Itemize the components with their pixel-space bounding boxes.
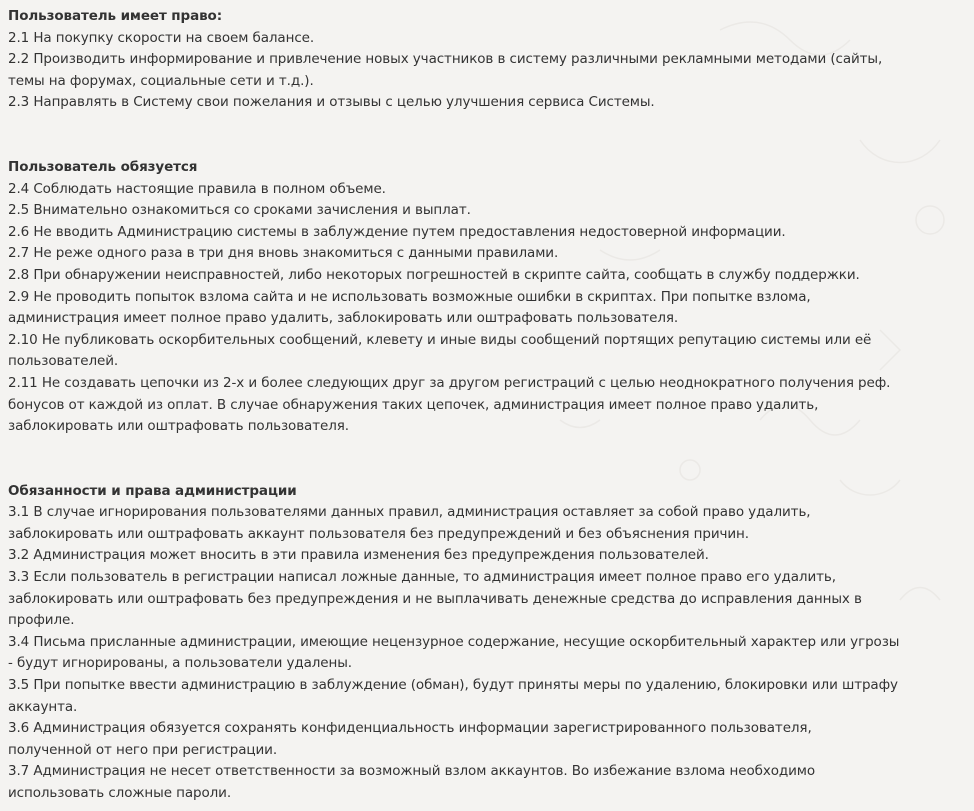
section-admin-rights — [8, 481, 968, 805]
section-user-obligations — [8, 157, 968, 438]
rule-line: 3.2 Администрация может вносить в эти правила изменения без предупреждения пользователей. — [8, 547, 709, 564]
rule-line: аккаунта. — [8, 698, 78, 715]
rule-line: 2.9 Не проводить попыток взлома сайта и не использовать возможные ошибки в скриптах. При попытке взлома, — [8, 288, 811, 305]
section-title: Обязанности и права администрации — [8, 482, 297, 499]
rule-line: 3.5 При попытке ввести администрацию в заблуждение (обман), будут приняты меры по удалению, блокировки или штрафу — [8, 677, 898, 694]
rule-line: 2.5 Внимательно ознакомиться со сроками зачисления и выплат. — [8, 202, 471, 219]
rule-line: администрация имеет полное право удалить, заблокировать или оштрафовать пользователя. — [8, 310, 679, 327]
section-spacer — [8, 114, 968, 157]
rule-line: заблокировать или оштрафовать без предупреждения и не выплачивать денежные средства до исправления данных в — [8, 590, 862, 607]
rule-line: темы на форумах, социальные сети и т.д.). — [8, 72, 314, 89]
rule-line: - будут игнорированы, а пользователи удалены. — [8, 655, 352, 672]
rule-line: бонусов от каждой из оплат. В случае обнаружения таких цепочек, администрация имеет полное право удалить, — [8, 396, 819, 413]
rule-line: заблокировать или оштрафовать пользователя. — [8, 418, 349, 435]
section-title: Пользователь обязуется — [8, 158, 198, 175]
rule-line: 3.7 Администрация не несет ответственности за возможный взлом аккаунтов. Во избежание взлома необходимо — [8, 763, 816, 780]
rule-line: профиле. — [8, 612, 75, 629]
rule-line: 3.1 В случае игнорирования пользователями данных правил, администрация оставляет за собой право удалить, — [8, 504, 811, 521]
rule-line: 2.6 Не вводить Администрацию системы в заблуждение путем предоставления недостоверной информации. — [8, 223, 786, 240]
rule-line: пользователей. — [8, 353, 119, 370]
rule-line: полученной от него при регистрации. — [8, 741, 278, 758]
rule-line: 3.3 Если пользователь в регистрации написал ложные данные, то администрация имеет полное право его удалить, — [8, 569, 836, 586]
rule-line: 2.7 Не реже одного раза в три дня вновь знакомиться с данными правилами. — [8, 245, 559, 262]
rule-line: 3.6 Администрация обязуется сохранять конфиденциальность информации зарегистрированного пользователя, — [8, 720, 812, 737]
rules-document — [8, 6, 968, 805]
rule-line: 2.11 Не создавать цепочки из 2-х и более следующих друг за другом регистраций с целью неоднократного получения реф. — [8, 374, 891, 391]
rule-line: 2.10 Не публиковать оскорбительных сообщений, клевету и иные виды сообщений портящих репутацию системы или её — [8, 331, 872, 348]
section-title: Пользователь имеет право: — [8, 8, 223, 24]
rule-line: 2.3 Направлять в Систему свои пожелания и отзывы с целью улучшения сервиса Системы. — [8, 94, 655, 111]
section-user-rights — [8, 6, 968, 114]
rule-line: 2.2 Производить информирование и привлечение новых участников в систему различными рекламными методами (сайты, — [8, 51, 883, 68]
rule-line: 2.4 Соблюдать настоящие правила в полном объеме. — [8, 180, 386, 197]
rule-line: заблокировать или оштрафовать аккаунт пользователя без предупреждений и без объяснения причин. — [8, 525, 749, 542]
rule-line: использовать сложные пароли. — [8, 785, 232, 801]
rule-line: 2.8 При обнаружении неисправностей, либо некоторых погрешностей в скрипте сайта, сообщать в службу поддержки. — [8, 266, 860, 283]
section-spacer — [8, 438, 968, 481]
rule-line: 2.1 На покупку скорости на своем балансе. — [8, 29, 315, 46]
rule-line: 3.4 Письма присланные администрации, имеющие нецензурное содержание, несущие оскорбительный характер или угрозы — [8, 633, 900, 650]
